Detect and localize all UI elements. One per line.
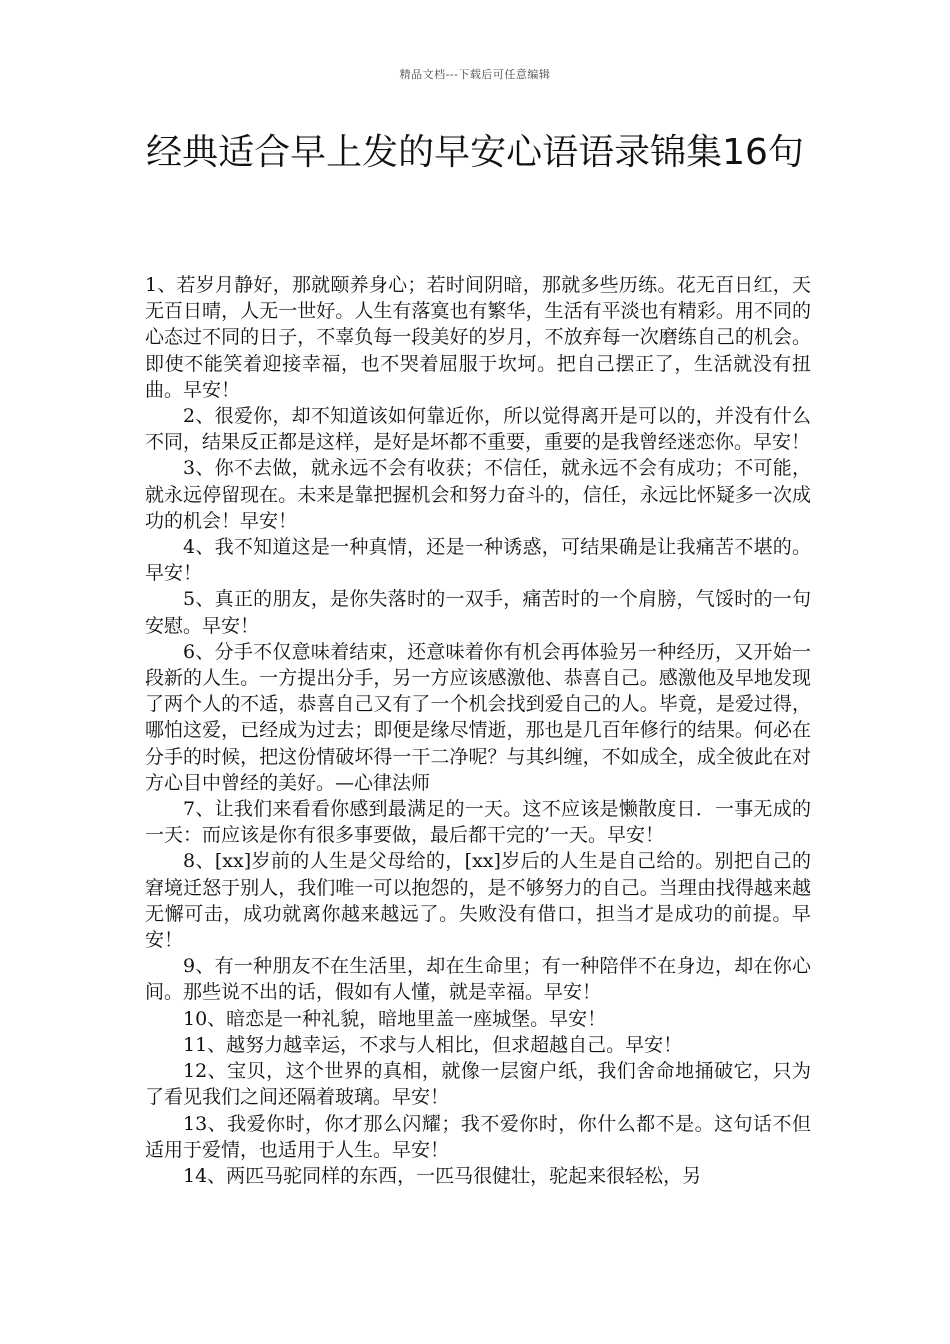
paragraph: 11、越努力越幸运，不求与人相比，但求超越自己。早安！ (183, 1033, 683, 1056)
paragraph: 8、[xx]岁前的人生是父母给的，[xx]岁后的人生是自己给的。别把自己的窘境迁怒于别人，我们唯一可以抱怨的，是不够努力的自己。当理由找得越来越无懈可击，成功就离你越来越远了。失败没有借口，担当才是成功的前提。早安！ (145, 850, 811, 952)
paragraph: 14、两匹马驼同样的东西，一匹马很健壮，驼起来很轻松，另 (183, 1164, 702, 1187)
paragraph: 3、你不去做，就永远不会有收获；不信任，就永远不会有成功；不可能，就永远停留现在。未来是靠把握机会和努力奋斗的，信任，永远比怀疑多一次成功的机会！早安！ (145, 457, 811, 532)
paragraph: 1、若岁月静好，那就颐养身心；若时间阴暗，那就多些历练。花无百日红，天无百日晴，人无一世好。人生有落寞也有繁华，生活有平淡也有精彩。用不同的心态过不同的日子，不辜负每一段美好的岁月，不放弃每一次磨练自己的机会。即使不能笑着迎接幸福，也不哭着屈服于坎坷。把自己摆正了，生活就没有扭曲。早安！ (145, 274, 811, 401)
paragraph: 10、暗恋是一种礼貌，暗地里盖一座城堡。早安！ (183, 1007, 607, 1030)
paragraph: 4、我不知道这是一种真情，还是一种诱惑，可结果确是让我痛苦不堪的。早安！ (145, 536, 811, 585)
document-title: 经典适合早上发的早安心语语录锦集16句 (146, 132, 804, 173)
document-body (145, 272, 811, 1189)
paragraph: 5、真正的朋友，是你失落时的一双手，痛苦时的一个肩膀，气馁时的一句安慰。早安！ (145, 588, 811, 637)
paragraph: 7、让我们来看看你感到最满足的一天。这不应该是懒散度日．一事无成的一天：而应该是你有很多事要做，最后都干完的’一天。早安！ (145, 798, 811, 847)
paragraph: 6、分手不仅意味着结束，还意味着你有机会再体验另一种经历，又开始一段新的人生。一方提出分手，另一方应该感激他、恭喜自己。感激他及早地发现了两个人的不适，恭喜自己又有了一个机会找到爱自己的人。毕竟，是爱过得，哪怕这爱，已经成为过去；即便是缘尽情逝，那也是几百年修行的结果。何必在分手的时候，把这份情破坏得一干二净呢？与其纠缠，不如成全，成全彼此在对方心目中曾经的美好。—心律法师 (145, 640, 811, 794)
paragraph: 9、有一种朋友不在生活里，却在生命里；有一种陪伴不在身边，却在你心间。那些说不出的话，假如有人懂，就是幸福。早安！ (145, 955, 811, 1004)
paragraph: 12、宝贝，这个世界的真相，就像一层窗户纸，我们舍命地捅破它，只为了看见我们之间还隔着玻璃。早安！ (145, 1060, 811, 1109)
header-note: 精品文档---下载后可任意编辑 (399, 68, 551, 81)
paragraph: 2、很爱你，却不知道该如何靠近你，所以觉得离开是可以的，并没有什么不同，结果反正都是这样，是好是坏都不重要，重要的是我曾经迷恋你。早安！ (145, 405, 811, 454)
paragraph: 13、我爱你时，你才那么闪耀；我不爱你时，你什么都不是。这句话不但适用于爱情，也适用于人生。早安！ (145, 1112, 811, 1161)
